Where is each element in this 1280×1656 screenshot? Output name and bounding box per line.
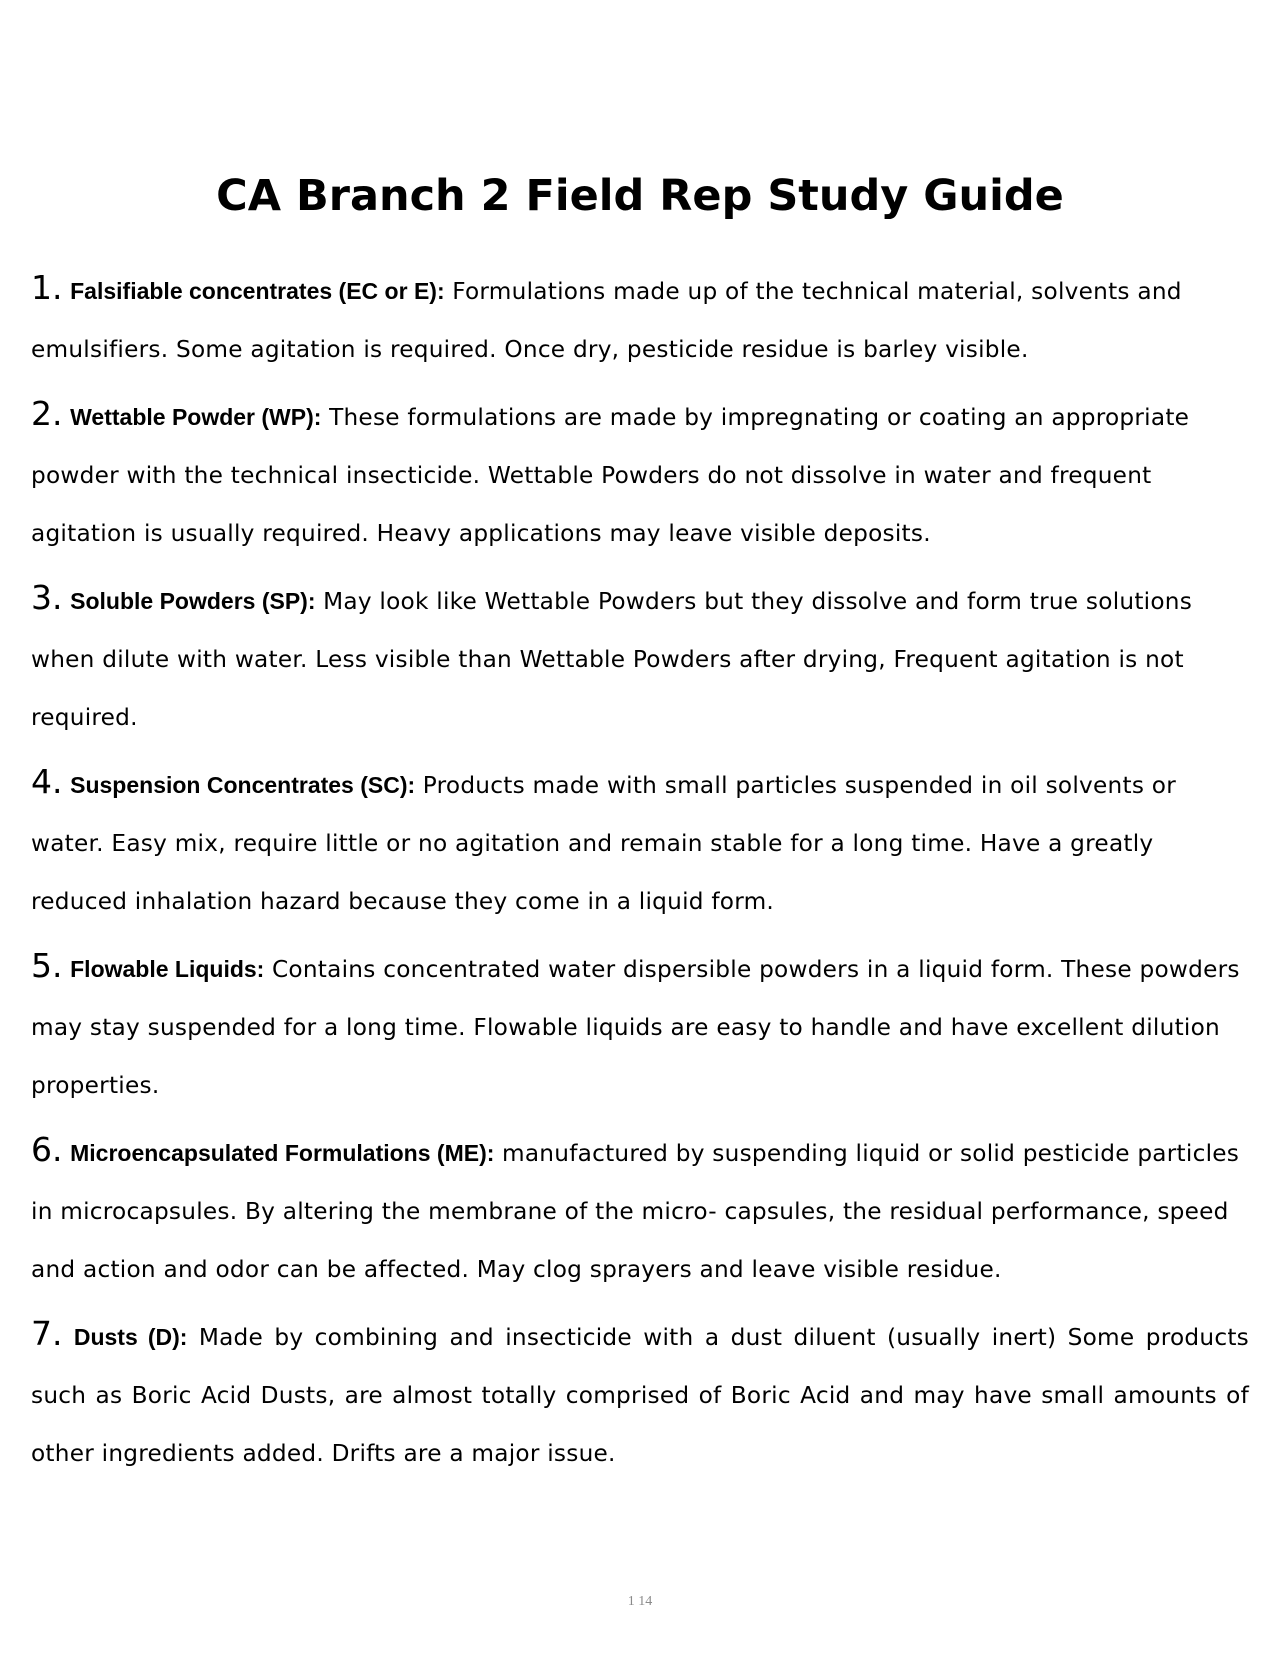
item-term: Dusts (D):: [73, 1324, 188, 1350]
item-number: 1.: [31, 268, 63, 307]
item-description: Formulations made up of the technical material, solvents and emulsifiers. Some agitation is required. Once dry, pesticide residue is barley visible.: [31, 278, 1182, 363]
item-description: Made by combining and insecticide with a dust diluent (usually inert) Some products such as Boric Acid Dusts, are almost totally comprised of Boric Acid and may have small amounts of other ingredients added. Drifts are a major issue.: [31, 1324, 1249, 1467]
list-item: [31, 1308, 1249, 1483]
list-item: [31, 572, 1249, 747]
item-number: 5.: [31, 946, 63, 985]
list-item: [31, 756, 1249, 931]
list-item: [31, 388, 1249, 563]
item-number: 3.: [31, 578, 63, 617]
item-number: 4.: [31, 762, 63, 801]
list-item: [31, 940, 1249, 1115]
page-title: CA Branch 2 Field Rep Study Guide: [216, 171, 1064, 221]
item-number: 6.: [31, 1130, 63, 1169]
item-term: Wettable Powder (WP):: [70, 404, 322, 430]
item-term: Microencapsulated Formulations (ME):: [70, 1140, 495, 1166]
item-term: Suspension Concentrates (SC):: [70, 772, 416, 798]
item-term: Soluble Powders (SP):: [70, 588, 316, 614]
item-number: 2.: [31, 394, 63, 433]
item-term: Falsifiable concentrates (EC or E):: [70, 278, 445, 304]
item-description: Contains concentrated water dispersible powders in a liquid form. These powders may stay suspended for a long time. Flowable liquids are easy to handle and have excellent dilution properties.: [31, 956, 1240, 1099]
item-description: These formulations are made by impregnating or coating an appropriate powder with the technical insecticide. Wettable Powders do not dissolve in water and frequent agitation is usually required. Heavy applications may leave visible deposits.: [31, 404, 1190, 547]
page-number: 1 14: [627, 1594, 653, 1609]
item-description: manufactured by suspending liquid or solid pesticide particles in microcapsules. By altering the membrane of the micro- capsules, the residual performance, speed and action and odor can be affected. May clog sprayers and leave visible residue.: [31, 1140, 1240, 1283]
item-description: Products made with small particles suspended in oil solvents or water. Easy mix, require little or no agitation and remain stable for a long time. Have a greatly reduced inhalation hazard because they come in a liquid form.: [31, 772, 1177, 915]
item-number: 7.: [31, 1314, 63, 1353]
item-description: May look like Wettable Powders but they dissolve and form true solutions when dilute with water. Less visible than Wettable Powders after drying, Frequent agitation is not required.: [31, 588, 1193, 731]
item-term: Flowable Liquids:: [70, 956, 265, 982]
list-item: [31, 262, 1249, 379]
list-item: [31, 1124, 1249, 1299]
formulation-list: [31, 262, 1249, 1492]
